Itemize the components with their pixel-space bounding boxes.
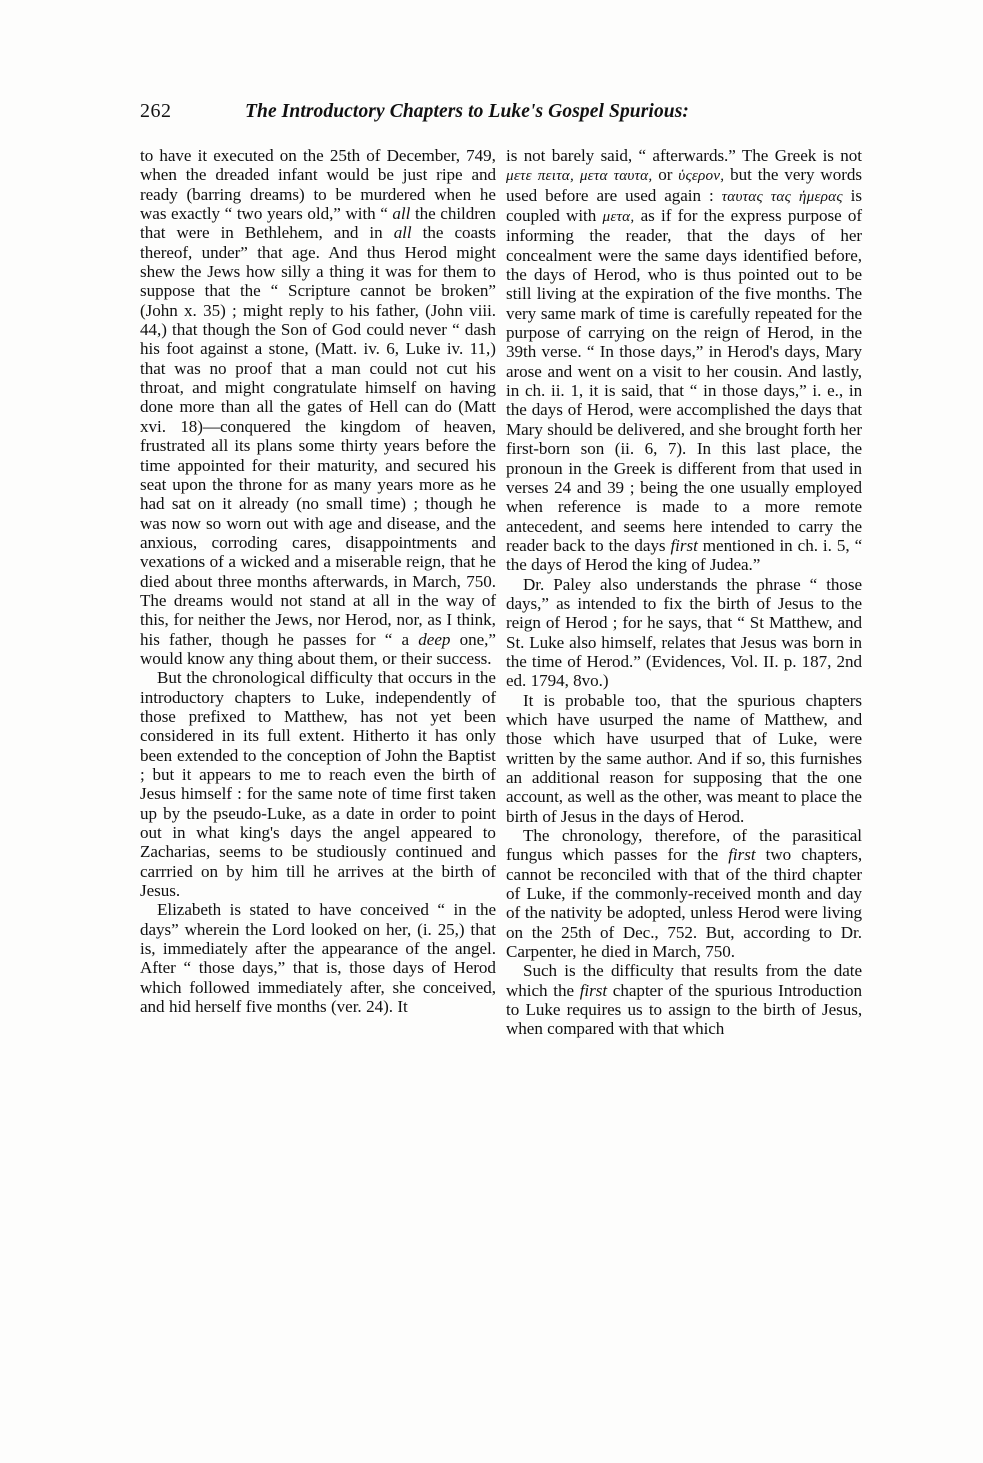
body-columns: [140, 146, 863, 1039]
greek-phrase: μετα,: [602, 208, 635, 226]
paragraph: Such is the difficulty that results from the date which the first chapter of the spurious Introduction to Luke requires us to assign to the birth of Jesus, when compared with that which: [506, 961, 863, 1039]
paragraph: It is probable too, that the spurious chapters which have usurped the name of Matthew, and those which have usurped that of Luke, were written by the same author. And if so, this furnishes an additional reason for supposing that the one account, as well as the other, was meant to place the birth of Jesus in the days of Herod.: [506, 690, 863, 826]
page-number: 262: [140, 100, 172, 122]
running-head: [140, 100, 860, 130]
greek-phrase: ταυτα,: [613, 167, 653, 185]
greek-phrase: ὑςερον,: [678, 167, 725, 185]
greek-phrase: ταυτας: [721, 187, 763, 205]
paragraph: is not barely said, “ afterwards.” The Greek is not μετε πειτα, μετα ταυτα, or ὑςερον, but the very words used before are used again : ταυτας τας ἡμερας is coupled with μετα, as if for the express purpose of informing the reader, that the days of her concealment were the same days identified before, the days of Herod, who is thus pointed out to be still living at the expiration of the five months. The very same mark of time is carefully repeated for the purpose of carrying on the reign of Herod, in the 39th verse. “ In those days,” in Herod's days, Mary arose and went on a visit to her cousin. And lastly, in ch. ii. 1, it is said, that “ in those days,” i. e., in the days of Herod, were accomplished the days that Mary should be delivered, and she brought forth her first-born son (ii. 6, 7). In this last place, the pronoun in the Greek is different from that used in verses 24 and 39 ; being the one usually employed when reference is made to a more remote antecedent, and seems here intended to carry the reader back to the days first mentioned in ch. i. 5, “ the days of Herod the king of Judea.”: [506, 146, 863, 575]
emphasis-word: all: [393, 223, 412, 243]
emphasis-word: first: [728, 845, 756, 865]
left-column: [140, 146, 496, 1039]
paragraph: to have it executed on the 25th of December, 749, when the dreaded infant would be just ripe and ready (barring dreams) to be murdered when he was exactly “ two years old,” with “ all the children that were in Bethlehem, and in all the coasts thereof, under” that age. And thus Herod might shew the Jews how silly a thing it was for them to suppose that the “ Scripture cannot be broken” (John x. 35) ; might reply to his father, (John viii. 44,) that though the Son of God could never “ dash his foot against a stone, (Matt. iv. 6, Luke iv. 11,) that was no proof that a man could not cut his throat, and might congratulate himself on having done more than all the gates of Hell can do (Matt xvi. 18)—conquered the kingdom of heaven, frustrated all its plans some thirty years before the time appointed for their maturity, and secured his seat upon the throne for as many years more as he had sat on it already (no small time) ; though he was now so worn out with age and disease, and the anxious, corroding cares, disappointments and vexations of a wicked and a miserable reign, that he died about three months afterwards, in March, 750. The dreams would not stand at all in the way of this, for neither the Jews, nor Herod, nor, as I think, his father, though he passes for “ a deep one,” would know any thing about them, or their success.: [140, 146, 496, 668]
paragraph: Dr. Paley also understands the phrase “ those days,” as intended to fix the birth of Jesus to the reign of Herod ; for he says, that “ St Matthew, and St. Luke also himself, relates that Jesus was born in the time of Herod.” (Evidences, Vol. II. p. 187, 2nd ed. 1794, 8vo.): [506, 574, 863, 691]
greek-phrase: τας: [770, 187, 791, 205]
greek-phrase: μετε: [506, 167, 532, 185]
emphasis-word: first: [670, 535, 698, 555]
emphasis-word: first: [579, 980, 608, 1000]
emphasis-word: deep: [418, 629, 451, 649]
greek-phrase: πειτα,: [537, 167, 574, 185]
greek-phrase: μετα: [579, 167, 608, 185]
paragraph: The chronology, therefore, of the parasitical fungus which passes for the first two chapters, cannot be reconciled with that of the third chapter of Luke, if the commonly-received month and day of the nativity be adopted, unless Herod were living on the 25th of Dec., 752. But, according to Dr. Carpenter, he died in March, 750.: [506, 826, 863, 962]
running-title: The Introductory Chapters to Luke's Gospel Spurious:: [245, 101, 690, 122]
greek-phrase: ἡμερας: [798, 187, 843, 205]
paragraph: But the chronological difficulty that occurs in the introductory chapters to Luke, independently of those prefixed to Matthew, has not yet been considered in its full extent. Hitherto it has only been extended to the conception of John the Baptist ; but it appears to me to reach even the birth of Jesus himself : for the same note of time first taken up by the pseudo-Luke, as a date in order to point out in what king's days the angel appeared to Zacharias, seems to be studiously continued and carrried on by him till he arrives at the birth of Jesus.: [140, 668, 496, 901]
right-column: [506, 146, 862, 1039]
paragraph: Elizabeth is stated to have conceived “ in the days” wherein the Lord looked on her, (i. 25,) that is, immediately after the appearance of the angel. After “ those days,” that is, those days of Herod which followed immediately after, she conceived, and hid herself five months (ver. 24). It: [140, 900, 496, 1017]
emphasis-word: all: [392, 204, 411, 224]
